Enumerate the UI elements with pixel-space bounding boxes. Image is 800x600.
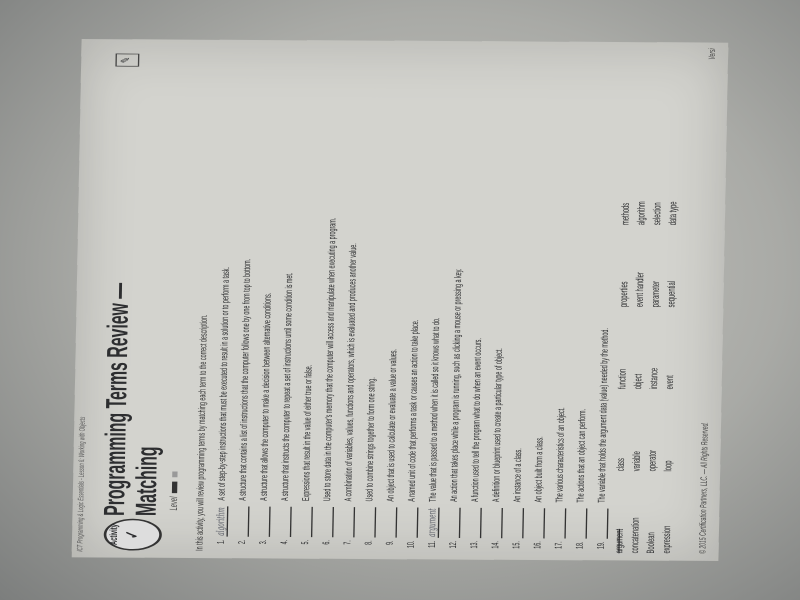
list-item	[362, 55, 385, 552]
item-description: The variable that holds the argument data (value) needed by the method.	[595, 328, 611, 503]
word-bank-term: methods	[619, 202, 632, 225]
answer-blank[interactable]	[299, 507, 313, 537]
answer-blank[interactable]	[278, 507, 292, 537]
item-description: A set of step-by-step instructions that must be executed to result in a solution or to perform a task.	[215, 267, 232, 501]
item-description: A named unit of code that performs a task or causes an action to take place.	[405, 319, 421, 502]
answer-blank[interactable]: argument	[425, 508, 439, 537]
item-number: 10.	[404, 540, 417, 549]
item-description: A structure that contains a list of instructions that the computer follows one by one from top to bottom.	[236, 258, 253, 501]
word-bank-term: properties	[617, 281, 631, 308]
word-bank	[613, 150, 680, 554]
answer-blank[interactable]	[236, 506, 250, 536]
answer-blank[interactable]	[553, 508, 567, 538]
list-item	[341, 55, 364, 552]
word-bank-term: instance	[647, 367, 661, 390]
word-bank-term: data type	[666, 201, 680, 226]
word-bank-term: algorithm	[635, 201, 648, 226]
answer-blank[interactable]	[362, 507, 376, 537]
checkmark-icon: ✓	[120, 530, 143, 539]
item-description: A combination of variables, values, functions and operators, which is evaluated and produces another value.	[342, 243, 359, 502]
page-title	[99, 283, 167, 516]
item-number: 6.	[320, 540, 333, 545]
list-item	[489, 56, 512, 553]
answer-blank[interactable]	[320, 507, 334, 537]
answer-blank[interactable]	[489, 508, 503, 538]
item-number: 9.	[383, 540, 396, 545]
answer-blank[interactable]	[574, 508, 588, 538]
course-header: ICT Programming & Logic Essentials - Lesson 6: Working with Objects	[77, 416, 88, 552]
item-description: The actions that an object can perform.	[574, 408, 588, 503]
list-item	[278, 55, 301, 552]
item-description: The various characteristics of an object.	[553, 407, 567, 503]
title-line-1: Programming Terms Review —	[97, 282, 135, 516]
list-item	[383, 55, 406, 552]
list-item	[426, 55, 449, 552]
word-bank-term: selection	[650, 202, 664, 226]
list-item	[447, 56, 470, 553]
word-bank-term: object	[631, 373, 645, 390]
item-number: 14.	[488, 541, 501, 549]
item-number: 19.	[594, 541, 607, 550]
item-number: 18.	[573, 541, 586, 550]
item-number: 1.	[214, 539, 227, 545]
list-item	[573, 56, 596, 553]
list-item	[320, 55, 343, 552]
list-item	[299, 55, 322, 552]
word-bank-term: sequential	[665, 281, 678, 308]
item-description: An object built from a class.	[532, 436, 546, 503]
item-number: 17.	[552, 541, 565, 549]
answer-blank[interactable]	[257, 507, 271, 537]
answer-blank[interactable]	[468, 508, 482, 538]
item-description: An instance of a class.	[510, 448, 524, 503]
list-item	[257, 54, 280, 551]
word-bank-term: Boolean	[644, 532, 657, 554]
word-bank-term: concatenation	[628, 517, 642, 554]
answer-blank[interactable]	[341, 507, 355, 537]
word-bank-term: parameter	[649, 280, 662, 308]
list-item	[552, 56, 575, 553]
level-bar-icon	[172, 472, 177, 478]
item-number: 4.	[277, 539, 290, 545]
item-description: A function used to tell the program what to do when an event occurs.	[468, 338, 484, 503]
item-number: 8.	[362, 540, 375, 545]
worksheet-page	[72, 39, 729, 561]
copyright-footer: © 2015 Certification Partners, LLC. — All Rights Reserved.	[698, 422, 711, 554]
word-bank-term: operator	[646, 449, 659, 472]
answer-blank[interactable]	[405, 507, 419, 537]
answer-blank[interactable]	[447, 508, 461, 538]
matching-list	[214, 54, 625, 553]
word-bank-term: variable	[630, 451, 643, 472]
item-number: 3.	[256, 539, 269, 545]
item-description: Used to store data in the computer's memory that the computer will access and manipulate when executing a program.	[320, 217, 339, 502]
item-number: 13.	[467, 540, 480, 549]
word-bank-term: class	[614, 458, 627, 472]
answer-blank[interactable]	[531, 508, 545, 538]
item-number: 7.	[341, 540, 354, 545]
list-item	[468, 56, 491, 553]
item-description: A definition or blueprint used to create a particular type of object.	[489, 348, 505, 503]
list-item	[235, 54, 258, 551]
item-description: Expressions that result in the value of either true or false.	[299, 364, 315, 502]
list-item	[510, 56, 533, 553]
item-number: 16.	[531, 541, 544, 549]
answer-blank[interactable]: algorithm	[214, 507, 228, 536]
answer-blank[interactable]	[510, 508, 524, 538]
list-item	[404, 55, 427, 552]
answer-blank[interactable]	[384, 507, 398, 537]
item-description: A structure that instructs the computer to repeat a set of instructions until some condition is met.	[278, 272, 295, 501]
version-label: Versi	[708, 48, 718, 60]
item-description: Used to combine strings together to form one string.	[363, 377, 378, 502]
activity-label: Activity	[107, 524, 120, 545]
word-bank-term: function	[616, 368, 629, 390]
answer-blank[interactable]	[595, 508, 609, 538]
word-bank-term: argument	[612, 528, 626, 554]
item-number: 11.	[425, 540, 438, 548]
item-description: A structure that allows the computer to make a decision between alternative conditions.	[257, 292, 274, 501]
word-bank-term: loop	[662, 460, 675, 472]
item-description: An object that is used to calculate or evaluate a value or values.	[384, 349, 400, 502]
item-description: An action that takes place while a program is running, such as clicking a mouse or pressing a key.	[447, 268, 464, 502]
activity-badge	[103, 519, 162, 551]
title-line-2: Matching	[129, 446, 164, 517]
level-bar-icon	[172, 481, 178, 493]
level-indicator	[168, 472, 181, 511]
word-bank-term: event	[663, 375, 676, 390]
word-bank-term: event handler	[633, 272, 647, 308]
item-number: 12.	[446, 540, 459, 549]
item-number: 15.	[510, 541, 523, 549]
list-item	[214, 54, 237, 551]
instructions: In this activity, you will review programming terms by matching each term to the correct description.	[193, 314, 210, 551]
item-number: 5.	[298, 539, 311, 545]
rotated-photo	[4, 12, 796, 588]
notepad-icon: ✎	[115, 54, 139, 67]
item-number: 2.	[235, 539, 248, 545]
word-bank-term: expression	[660, 525, 673, 554]
item-description: The value that is passed to a method when it is called so it knows what to do.	[426, 317, 442, 502]
list-item	[531, 56, 554, 553]
level-label: Level	[167, 496, 180, 511]
